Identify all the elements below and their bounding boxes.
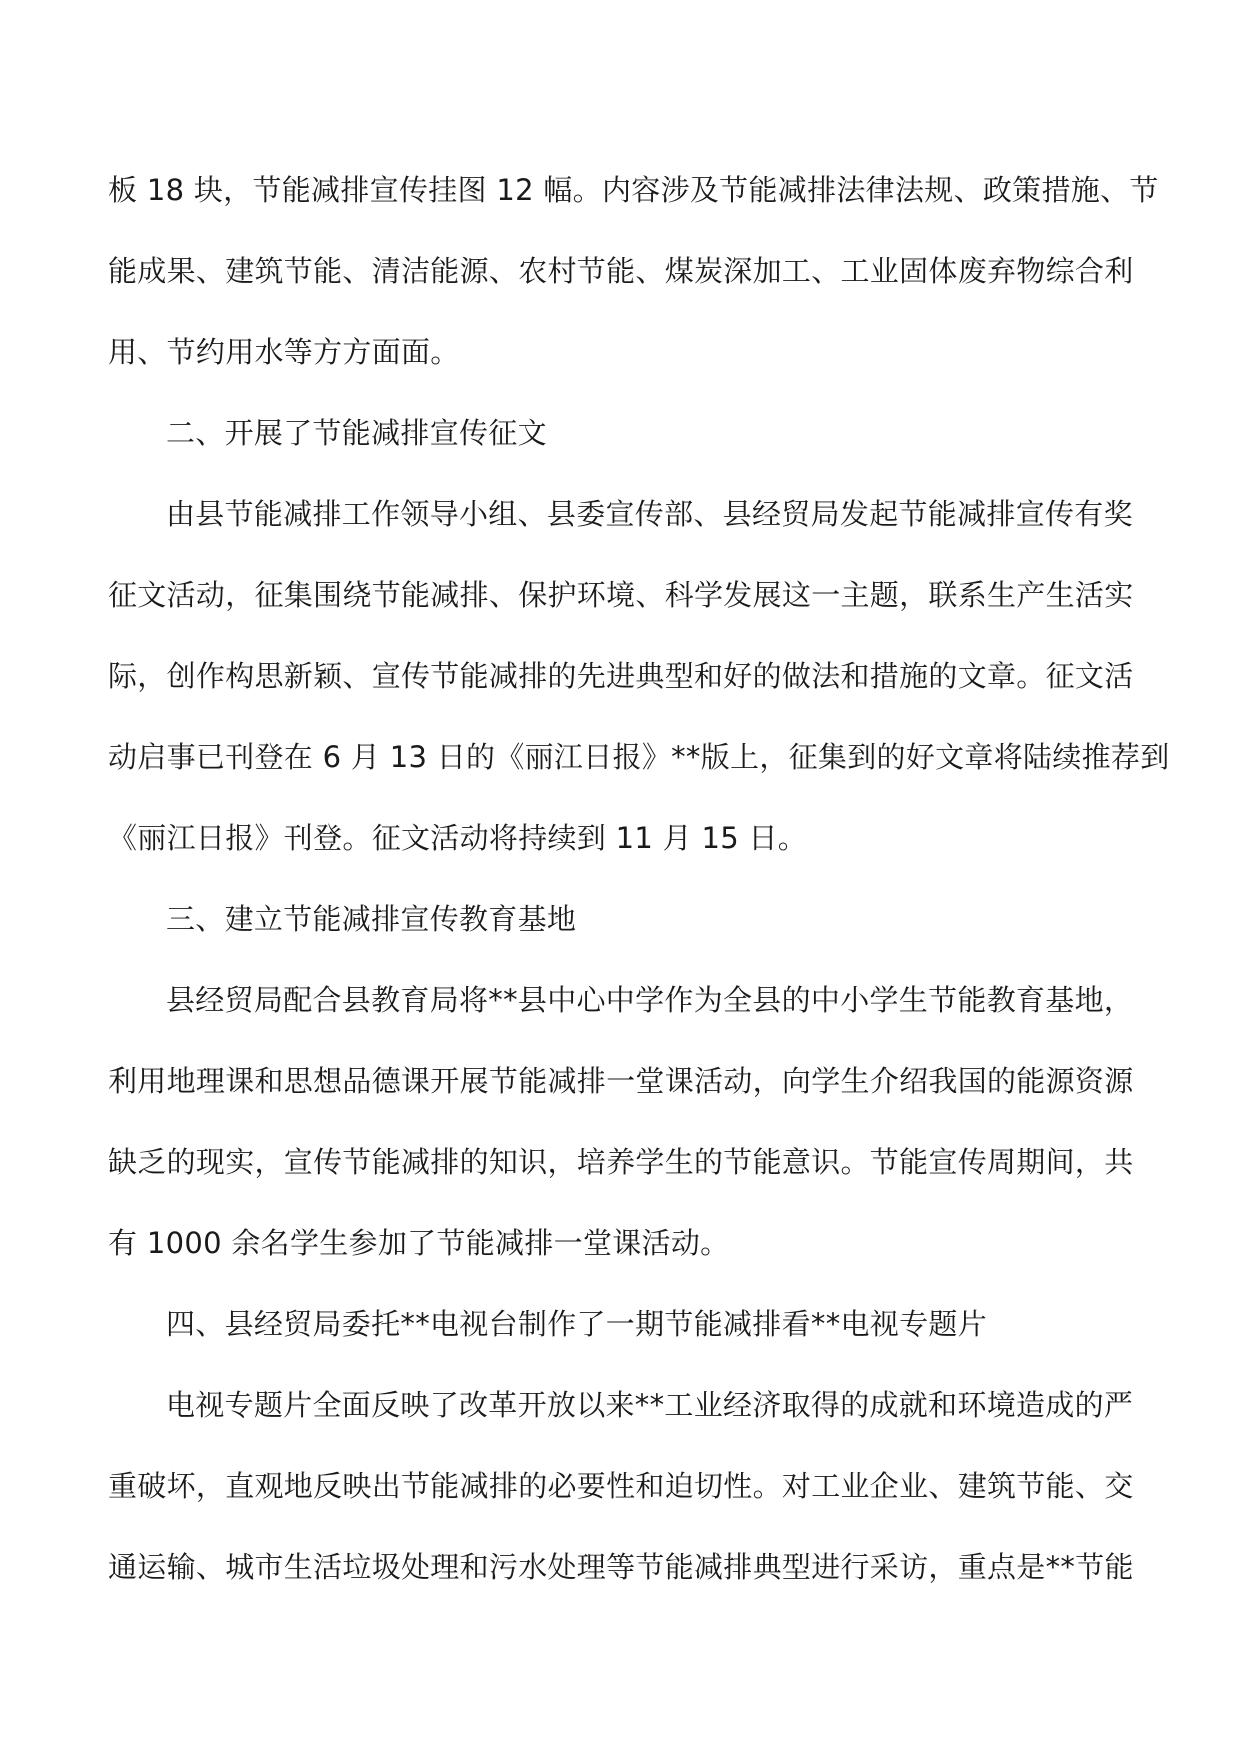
text-line-16: 电视专题片全面反映了改革开放以来**工业经济取得的成就和环境造成的严 <box>166 1388 1134 1422</box>
text-line-8: 动启事已刊登在 6 月 13 日的《丽江日报》**版上，征集到的好文章将陆续推荐到 <box>108 740 1170 774</box>
document-page <box>108 150 1170 1608</box>
section-heading-3: 三、建立节能减排宣传教育基地 <box>166 902 577 936</box>
text-line-12: 利用地理课和思想品德课开展节能减排一堂课活动，向学生介绍我国的能源资源 <box>108 1064 1134 1098</box>
text-line-5: 由县节能减排工作领导小组、县委宣传部、县经贸局发起节能减排宣传有奖 <box>166 497 1133 531</box>
text-line-1: 板 18 块，节能减排宣传挂图 12 幅。内容涉及节能减排法律法规、政策措施、节 <box>108 173 1159 207</box>
text-line-2: 能成果、建筑节能、清洁能源、农村节能、煤炭深加工、工业固体废弃物综合利 <box>108 254 1134 288</box>
text-line-13: 缺乏的现实，宣传节能减排的知识，培养学生的节能意识。节能宣传周期间，共 <box>108 1145 1134 1179</box>
section-heading-4: 四、县经贸局委托**电视台制作了一期节能减排看**电视专题片 <box>166 1307 988 1341</box>
text-line-17: 重破坏，直观地反映出节能减排的必要性和迫切性。对工业企业、建筑节能、交 <box>108 1469 1134 1503</box>
text-line-11: 县经贸局配合县教育局将**县中心中学作为全县的中小学生节能教育基地， <box>166 983 1134 1017</box>
text-line-3: 用、节约用水等方方面面。 <box>108 335 460 369</box>
text-line-14: 有 1000 余名学生参加了节能减排一堂课活动。 <box>108 1226 730 1260</box>
text-line-7: 际，创作构思新颖、宣传节能减排的先进典型和好的做法和措施的文章。征文活 <box>108 659 1134 693</box>
text-line-6: 征文活动，征集围绕节能减排、保护环境、科学发展这一主题，联系生产生活实 <box>108 578 1134 612</box>
section-heading-2: 二、开展了节能减排宣传征文 <box>166 416 547 450</box>
text-line-18: 通运输、城市生活垃圾处理和污水处理等节能减排典型进行采访，重点是**节能 <box>108 1550 1134 1584</box>
text-line-9: 《丽江日报》刊登。征文活动将持续到 11 月 15 日。 <box>108 821 808 855</box>
